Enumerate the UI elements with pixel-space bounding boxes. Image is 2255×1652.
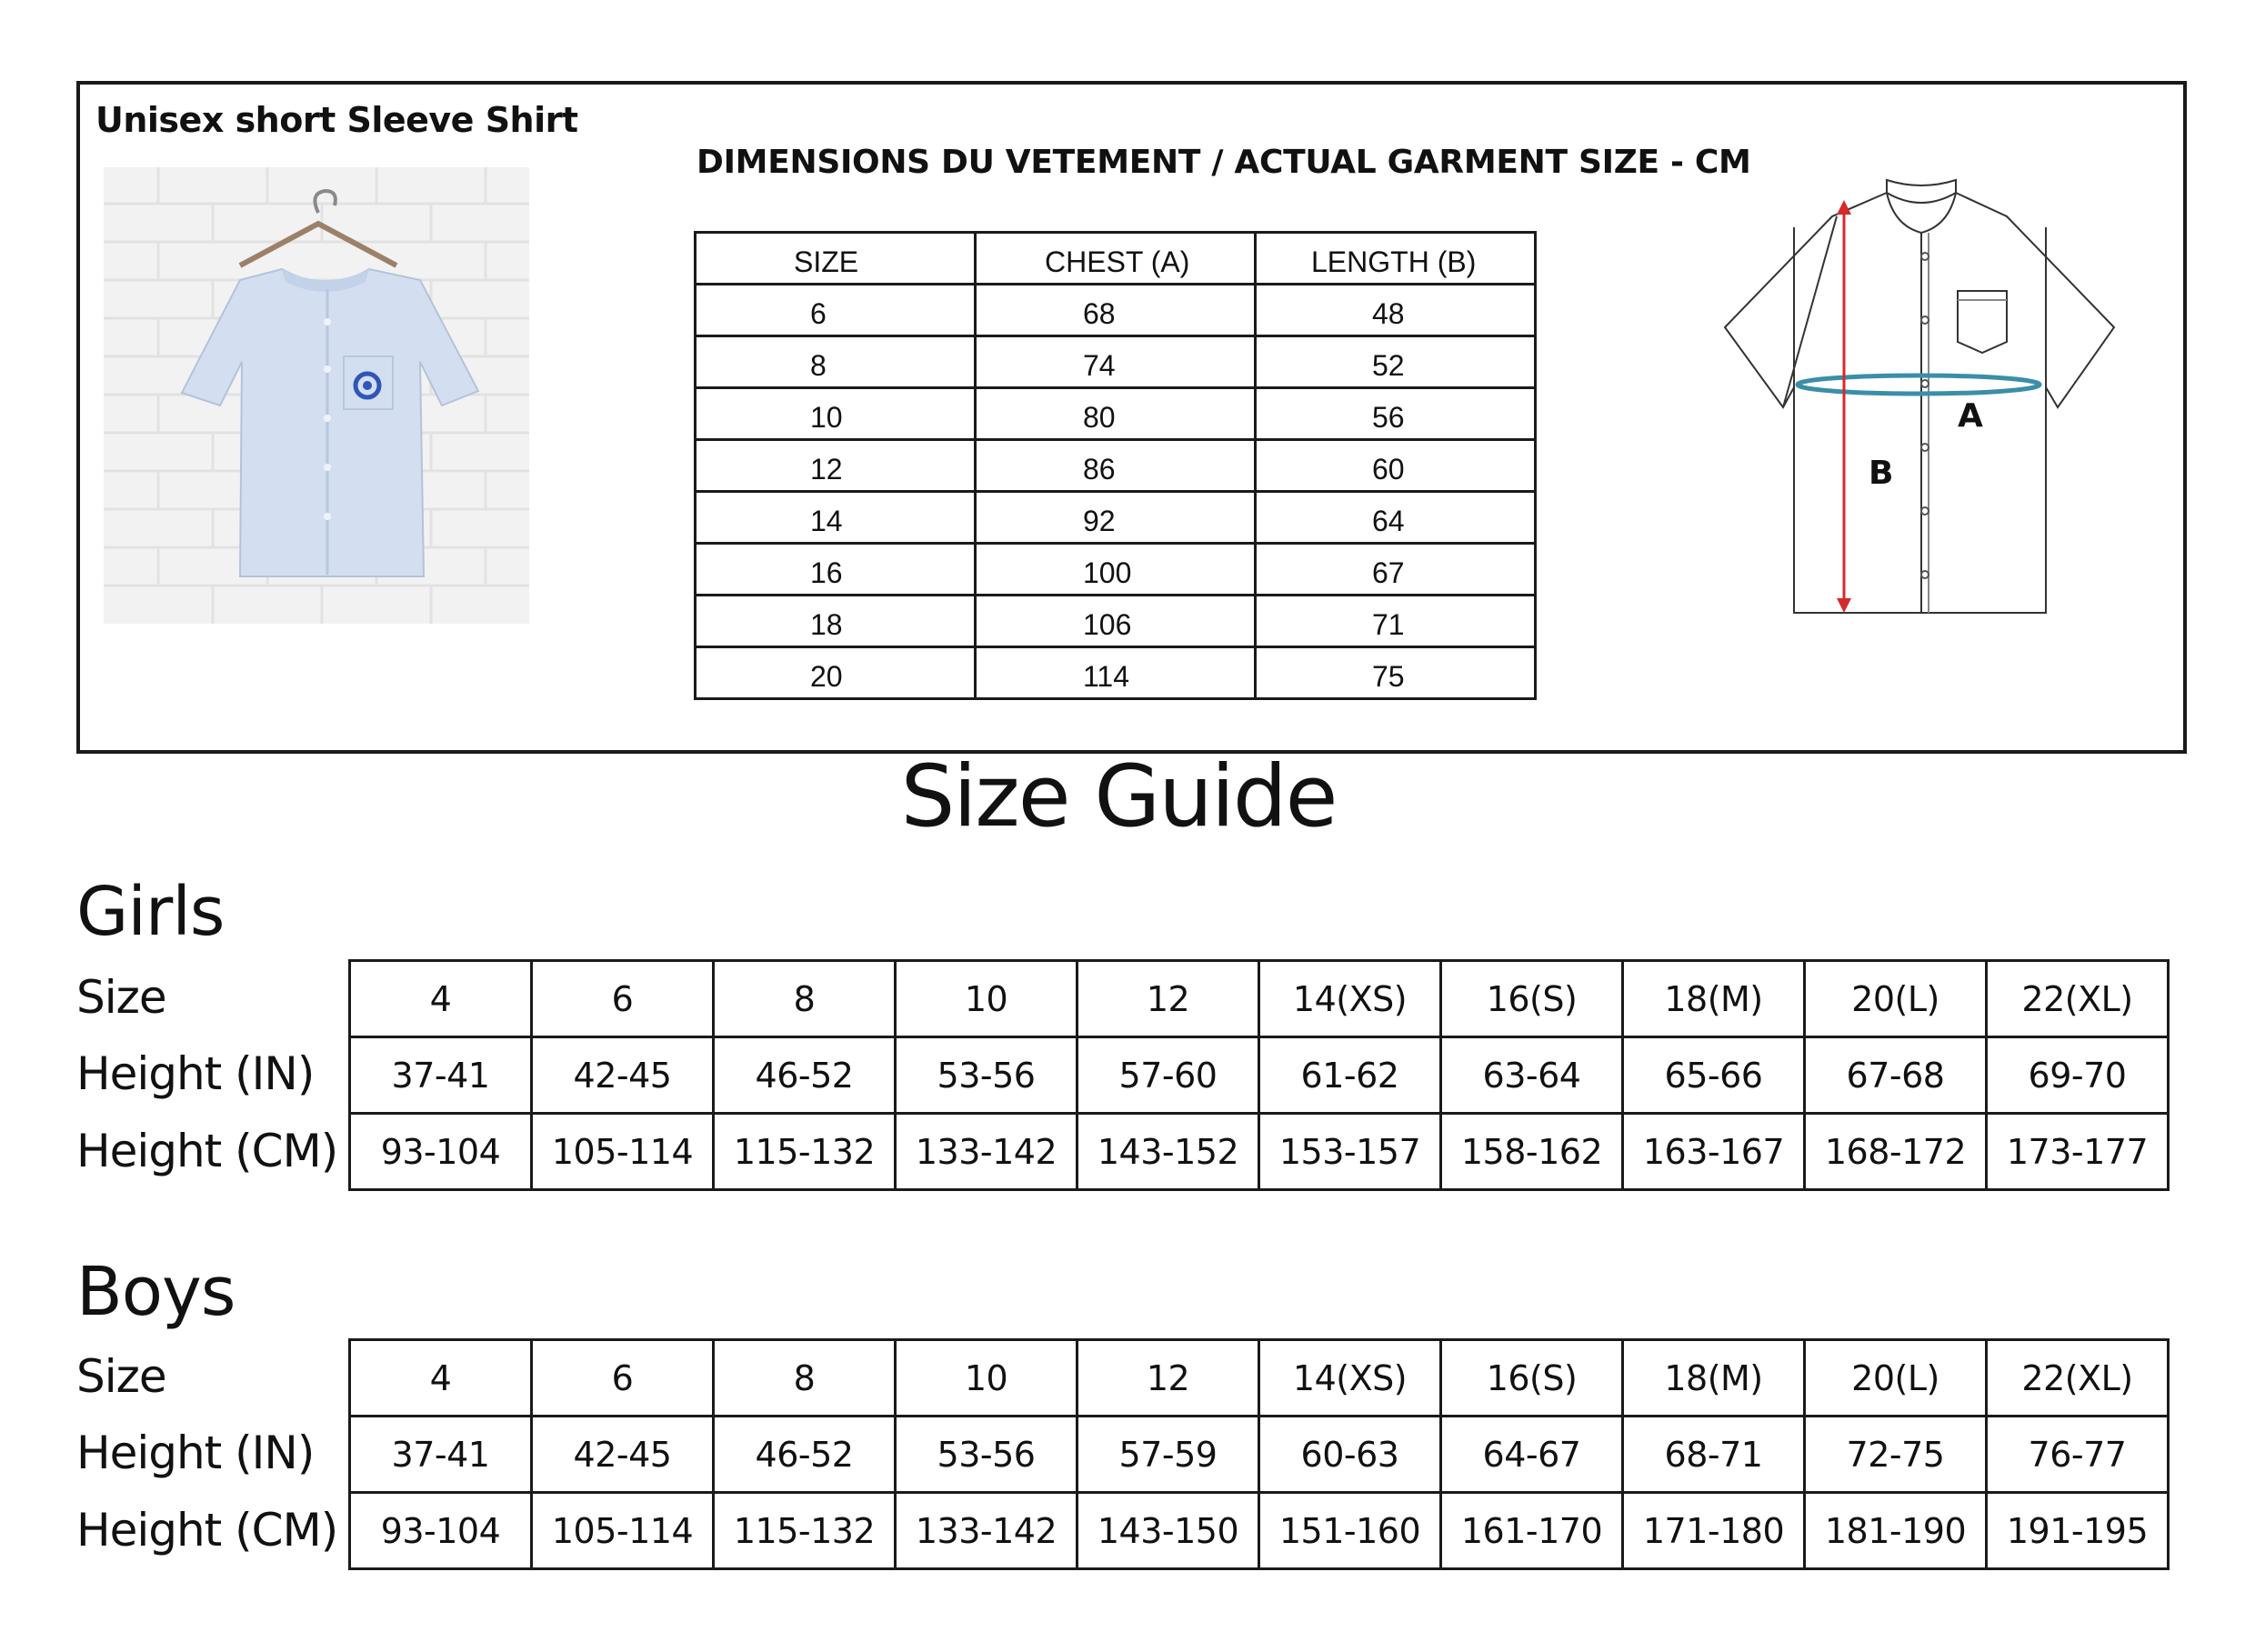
girls-row-label-size: Size xyxy=(76,971,166,1024)
garment-size-heading: DIMENSIONS DU VETEMENT / ACTUAL GARMENT SIZE - CM xyxy=(697,144,1751,181)
boys-row-label-height-cm: Height (CM) xyxy=(76,1504,338,1557)
size-guide-title: Size Guide xyxy=(900,747,1337,846)
girls-height-in-row xyxy=(350,1037,2169,1114)
boys-sizes-cell: 4 xyxy=(350,1340,532,1417)
garment-row xyxy=(696,544,1536,596)
boys-height-in-cell: 72-75 xyxy=(1805,1417,1987,1493)
girls-height-in-cell: 46-52 xyxy=(714,1037,896,1114)
garment-length-cell: 75 xyxy=(1256,647,1536,699)
boys-height-in-cell: 76-77 xyxy=(1987,1417,2169,1493)
girls-height-in-cell: 53-56 xyxy=(896,1037,1077,1114)
garment-row xyxy=(696,440,1536,492)
garment-row xyxy=(696,596,1536,647)
girls-sizes-cell: 8 xyxy=(714,961,896,1037)
girls-row-label-height-in: Height (IN) xyxy=(76,1047,315,1100)
garment-row xyxy=(696,647,1536,699)
garment-chest-cell: 100 xyxy=(976,544,1256,596)
garment-length-cell: 71 xyxy=(1256,596,1536,647)
garment-length-cell: 52 xyxy=(1256,336,1536,388)
girls-sizes-cell: 12 xyxy=(1077,961,1259,1037)
shirt-on-hanger-photo-icon xyxy=(104,167,529,624)
garment-row xyxy=(696,492,1536,544)
girls-height-in-cell: 42-45 xyxy=(532,1037,714,1114)
boys-height-in-cell: 60-63 xyxy=(1259,1417,1441,1493)
boys-height-cm-cell: 161-170 xyxy=(1441,1493,1623,1569)
product-title: Unisex short Sleeve Shirt xyxy=(95,100,578,140)
girls-height-in-cell: 61-62 xyxy=(1259,1037,1441,1114)
girls-height-cm-cell: 168-172 xyxy=(1805,1114,1987,1190)
boys-sizes-cell: 16(S) xyxy=(1441,1340,1623,1417)
garment-row xyxy=(696,336,1536,388)
boys-height-cm-cell: 143-150 xyxy=(1077,1493,1259,1569)
garment-size-cell: 14 xyxy=(696,492,976,544)
girls-height-cm-cell: 105-114 xyxy=(532,1114,714,1190)
boys-height-cm-cell: 133-142 xyxy=(896,1493,1077,1569)
boys-height-cm-cell: 171-180 xyxy=(1623,1493,1805,1569)
garment-row xyxy=(696,388,1536,440)
garment-size-cell: 8 xyxy=(696,336,976,388)
boys-height-cm-cell: 115-132 xyxy=(714,1493,896,1569)
boys-height-cm-row xyxy=(350,1493,2169,1569)
girls-title: Girls xyxy=(76,873,225,951)
boys-height-in-cell: 53-56 xyxy=(896,1417,1077,1493)
label-a: A xyxy=(1958,397,1983,435)
girls-height-cm-cell: 143-152 xyxy=(1077,1114,1259,1190)
boys-height-in-cell: 64-67 xyxy=(1441,1417,1623,1493)
girls-height-cm-cell: 93-104 xyxy=(350,1114,532,1190)
garment-chest-cell: 92 xyxy=(976,492,1256,544)
boys-height-in-cell: 37-41 xyxy=(350,1417,532,1493)
garment-size-cell: 10 xyxy=(696,388,976,440)
girls-sizes-cell: 14(XS) xyxy=(1259,961,1441,1037)
boys-sizes-cell: 18(M) xyxy=(1623,1340,1805,1417)
boys-height-cm-cell: 191-195 xyxy=(1987,1493,2169,1569)
boys-sizes-cell: 14(XS) xyxy=(1259,1340,1441,1417)
product-photo xyxy=(104,167,529,624)
garment-chest-cell: 106 xyxy=(976,596,1256,647)
garment-size-cell: 12 xyxy=(696,440,976,492)
girls-height-in-cell: 67-68 xyxy=(1805,1037,1987,1114)
girls-height-in-cell: 69-70 xyxy=(1987,1037,2169,1114)
garment-chest-cell: 74 xyxy=(976,336,1256,388)
garment-length-cell: 64 xyxy=(1256,492,1536,544)
boys-height-cm-cell: 93-104 xyxy=(350,1493,532,1569)
boys-sizes-cell: 12 xyxy=(1077,1340,1259,1417)
garment-length-cell: 48 xyxy=(1256,285,1536,336)
girls-height-cm-row xyxy=(350,1114,2169,1190)
boys-height-in-cell: 42-45 xyxy=(532,1417,714,1493)
garment-size-table xyxy=(694,231,1537,700)
girls-row-label-height-cm: Height (CM) xyxy=(76,1125,338,1177)
garment-size-cell: 16 xyxy=(696,544,976,596)
girls-sizes-cell: 6 xyxy=(532,961,714,1037)
girls-height-cm-cell: 133-142 xyxy=(896,1114,1077,1190)
boys-row-label-size: Size xyxy=(76,1350,166,1403)
boys-sizes-cell: 20(L) xyxy=(1805,1340,1987,1417)
girls-height-cm-cell: 158-162 xyxy=(1441,1114,1623,1190)
garment-chest-cell: 68 xyxy=(976,285,1256,336)
boys-height-in-row xyxy=(350,1417,2169,1493)
boys-height-in-cell: 57-59 xyxy=(1077,1417,1259,1493)
garment-chest-cell: 114 xyxy=(976,647,1256,699)
girls-height-in-cell: 63-64 xyxy=(1441,1037,1623,1114)
header-size: SIZE xyxy=(696,233,976,285)
garment-chest-cell: 86 xyxy=(976,440,1256,492)
garment-header-row xyxy=(696,233,1536,285)
header-length: LENGTH (B) xyxy=(1256,233,1536,285)
boys-height-cm-cell: 105-114 xyxy=(532,1493,714,1569)
boys-sizes-row xyxy=(350,1340,2169,1417)
boys-height-in-cell: 68-71 xyxy=(1623,1417,1805,1493)
boys-height-in-cell: 46-52 xyxy=(714,1417,896,1493)
boys-size-table xyxy=(348,1338,2170,1570)
girls-sizes-cell: 18(M) xyxy=(1623,961,1805,1037)
boys-title: Boys xyxy=(76,1253,236,1331)
girls-height-cm-cell: 173-177 xyxy=(1987,1114,2169,1190)
girls-sizes-cell: 22(XL) xyxy=(1987,961,2169,1037)
chest-measure-line xyxy=(1798,375,2040,394)
boys-sizes-cell: 6 xyxy=(532,1340,714,1417)
boys-sizes-cell: 22(XL) xyxy=(1987,1340,2169,1417)
girls-height-cm-cell: 163-167 xyxy=(1623,1114,1805,1190)
boys-height-cm-cell: 151-160 xyxy=(1259,1493,1441,1569)
girls-size-table xyxy=(348,959,2170,1191)
garment-chest-cell: 80 xyxy=(976,388,1256,440)
girls-height-cm-cell: 153-157 xyxy=(1259,1114,1441,1190)
shirt-measurement-diagram xyxy=(1705,173,2132,618)
girls-sizes-cell: 20(L) xyxy=(1805,961,1987,1037)
boys-sizes-cell: 10 xyxy=(896,1340,1077,1417)
boys-sizes-cell: 8 xyxy=(714,1340,896,1417)
header-chest: CHEST (A) xyxy=(976,233,1256,285)
label-b: B xyxy=(1869,455,1894,492)
girls-sizes-row xyxy=(350,961,2169,1037)
boys-row-label-height-in: Height (IN) xyxy=(76,1427,315,1479)
girls-height-cm-cell: 115-132 xyxy=(714,1114,896,1190)
garment-length-cell: 56 xyxy=(1256,388,1536,440)
boys-height-cm-cell: 181-190 xyxy=(1805,1493,1987,1569)
garment-length-cell: 67 xyxy=(1256,544,1536,596)
girls-sizes-cell: 4 xyxy=(350,961,532,1037)
girls-sizes-cell: 10 xyxy=(896,961,1077,1037)
garment-size-cell: 20 xyxy=(696,647,976,699)
girls-height-in-cell: 37-41 xyxy=(350,1037,532,1114)
girls-sizes-cell: 16(S) xyxy=(1441,961,1623,1037)
garment-size-cell: 18 xyxy=(696,596,976,647)
girls-height-in-cell: 57-60 xyxy=(1077,1037,1259,1114)
garment-size-cell: 6 xyxy=(696,285,976,336)
garment-length-cell: 60 xyxy=(1256,440,1536,492)
garment-row xyxy=(696,285,1536,336)
girls-height-in-cell: 65-66 xyxy=(1623,1037,1805,1114)
